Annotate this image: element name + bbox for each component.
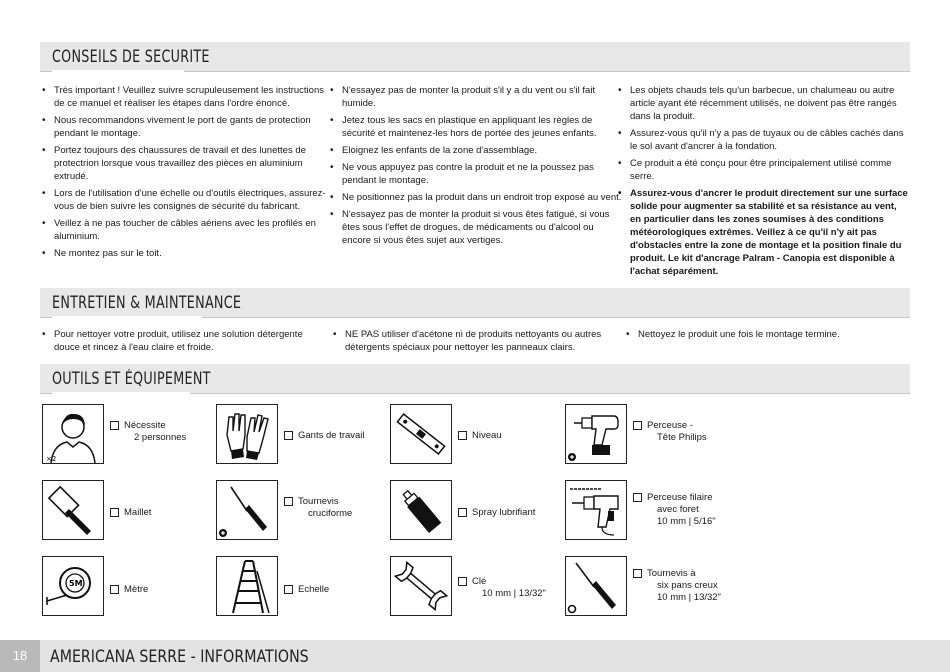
checkbox[interactable]	[633, 421, 642, 430]
tool-label-line: Clé	[472, 576, 487, 587]
list-item: • Assurez-vous qu'il n'y a pas de tuyaux ou de câbles cachés dans le sol avant d'ancrer à la fondation.	[618, 127, 910, 153]
list-item: • Lors de l'utilisation d'une échelle ou d'outils électriques, assurez-vous de bien suivre les consignes de sécurité du fabricant.	[42, 187, 332, 213]
list-item: • Ne montez pas sur le toit.	[42, 247, 332, 260]
tool-label-line: avec foret	[657, 504, 699, 515]
tool-label	[284, 430, 365, 442]
maintenance-header	[40, 288, 910, 318]
list-item: • Ce produit a été conçu pour être principalement utilisé comme serre.	[618, 157, 910, 183]
tool-label-line: cruciforme	[308, 508, 353, 519]
screwdriver-hex-icon	[565, 556, 627, 616]
corded-drill-icon	[565, 480, 627, 540]
list-item: • Nettoyez le produit une fois le montage termine.	[626, 328, 906, 341]
tool-drill	[565, 404, 735, 464]
page-number: 18	[0, 640, 40, 672]
tool-label-line: Tournevis	[298, 496, 339, 507]
tool-screwdriver-phillips	[216, 480, 386, 540]
checkbox[interactable]	[284, 497, 293, 506]
tool-level	[390, 404, 560, 464]
checkbox[interactable]	[110, 421, 119, 430]
tool-label	[633, 420, 707, 444]
checkbox[interactable]	[633, 493, 642, 502]
tool-corded-drill	[565, 480, 735, 540]
tool-label-line: Mètre	[124, 584, 149, 595]
list-item: • Portez toujours des chaussures de travail et des lunettes de protectrion lorsque vous travaillez des pièces en aluminium extrudé.	[42, 144, 332, 183]
list-item: • Nous recommandons vivement le port de gants de protection pendant le montage.	[42, 114, 332, 140]
tool-label-line: six pans creux	[657, 580, 718, 591]
safety-column-3	[618, 84, 910, 282]
page-footer	[0, 640, 950, 672]
title-underline	[52, 70, 184, 72]
tool-label-line: 10 mm | 5/16"	[657, 516, 716, 527]
tool-label-line: 10 mm | 13/32"	[657, 592, 721, 603]
tool-label-line: Tournevis à	[647, 568, 696, 579]
checkbox[interactable]	[458, 508, 467, 517]
spray-can-icon	[390, 480, 452, 540]
screwdriver-phillips-icon	[216, 480, 278, 540]
mallet-icon	[42, 480, 104, 540]
checkbox[interactable]	[458, 577, 467, 586]
maintenance-column-2	[333, 328, 613, 358]
tool-label-line: Perceuse filaire	[647, 492, 713, 503]
tools-title: OUTILS ET ÉQUIPEMENT	[52, 369, 211, 388]
footer-title: AMERICANA SERRE - INFORMATIONS	[50, 647, 309, 666]
tool-label-line: Maillet	[124, 507, 152, 518]
tool-label-line: Tête Philips	[657, 432, 707, 443]
title-underline	[52, 392, 190, 394]
list-item: • Veillez à ne pas toucher de câbles aériens avec les profilés en aluminium.	[42, 217, 332, 243]
list-item: • Pour nettoyer votre produit, utilisez une solution détergente douce et rincez à l'eau claire et froide.	[42, 328, 322, 354]
tool-label	[458, 430, 502, 442]
tool-label-line: Echelle	[298, 584, 330, 595]
tool-label	[284, 496, 352, 520]
tool-label-line: 10 mm | 13/32"	[482, 588, 546, 599]
checkbox[interactable]	[458, 431, 467, 440]
tool-label-line: 2 personnes	[134, 432, 187, 443]
tool-tape-measure	[42, 556, 212, 616]
tool-label	[633, 492, 716, 528]
tool-label-line: Perceuse -	[647, 420, 693, 431]
list-item: • Les objets chauds tels qu'un barbecue, un chalumeau ou autre article ayant été récemment utilisés, ne doivent pas être rangés dans la produit.	[618, 84, 910, 123]
list-item: • Très important ! Veuillez suivre scrupuleusement les instructions de ce manuel et réaliser les étapes dans l'ordre énoncé.	[42, 84, 332, 110]
badge-label: ×2	[46, 455, 57, 463]
maintenance-title: ENTRETIEN & MAINTENANCE	[52, 293, 242, 312]
gloves-icon	[216, 404, 278, 464]
list-item: • Jetez tous les sacs en plastique en appliquant les règles de sécurité et maintenez-les hors de portée des jeunes enfants.	[330, 114, 622, 140]
tool-mallet	[42, 480, 212, 540]
tool-label-line: Spray lubrifiant	[472, 507, 536, 518]
wrench-icon	[390, 556, 452, 616]
tools-header	[40, 364, 910, 394]
maintenance-column-1	[42, 328, 322, 358]
maintenance-column-3	[626, 328, 906, 345]
tool-screwdriver-hex	[565, 556, 735, 616]
tool-label	[633, 568, 721, 604]
safety-header	[40, 42, 910, 72]
checkbox[interactable]	[284, 431, 293, 440]
tape-measure-icon	[42, 556, 104, 616]
list-item: • Ne vous appuyez pas contre la produit et ne la poussez pas pendant le montage.	[330, 161, 622, 187]
tool-label-line: Niveau	[472, 430, 502, 441]
tool-ladder	[216, 556, 386, 616]
list-item: • N'essayez pas de monter la produit si vous êtes fatigué, si vous êtes sous l'effet de drogues, de médicaments ou d'alcool ou encore si vous êtes sujet aux vertiges.	[330, 208, 622, 247]
tool-label	[284, 584, 329, 596]
tool-label	[110, 420, 186, 444]
tool-label-line: Gants de travail	[298, 430, 365, 441]
safety-column-1	[42, 84, 332, 264]
safety-column-2	[330, 84, 622, 251]
tool-label	[110, 584, 148, 596]
tape-label: 5M	[69, 579, 83, 588]
ladder-icon	[216, 556, 278, 616]
checkbox[interactable]	[284, 585, 293, 594]
list-item-anchoring-warning: • Assurez-vous d'ancrer le produit directement sur une surface solide pour augmenter sa stabilité et sa résistance au vent, en particulier dans les zones soumises à des conditions météorologiques extrêmes. Veillez à ce qu'il n'y ait pas d'obstacles entre la zone de montage et la position finale du produit. Le kit d'ancrage Palram - Canopia est disponible à l'achat séparément.	[618, 187, 910, 278]
list-item: • Ne positionnez pas la produit dans un endroit trop exposé au vent.	[330, 191, 622, 204]
tool-wrench	[390, 556, 560, 616]
tool-label-line: Nécessite	[124, 420, 166, 431]
tool-spray	[390, 480, 560, 540]
title-underline	[52, 316, 202, 318]
person-icon	[42, 404, 104, 464]
checkbox[interactable]	[110, 585, 119, 594]
drill-icon	[565, 404, 627, 464]
tool-people	[42, 404, 212, 464]
tool-gloves	[216, 404, 386, 464]
checkbox[interactable]	[110, 508, 119, 517]
list-item: • NE PAS utiliser d'acétone ni de produits nettoyants ou autres détergents spéciaux pour nettoyer les panneaux clairs.	[333, 328, 613, 354]
spirit-level-icon	[390, 404, 452, 464]
tool-label	[458, 507, 535, 519]
tool-label	[110, 507, 151, 519]
list-item: • N'essayez pas de monter la produit s'il y a du vent ou s'il fait humide.	[330, 84, 622, 110]
safety-title: CONSEILS DE SECURITE	[52, 47, 210, 66]
tool-label	[458, 576, 546, 600]
list-item: • Eloignez les enfants de la zone d'assemblage.	[330, 144, 622, 157]
checkbox[interactable]	[633, 569, 642, 578]
